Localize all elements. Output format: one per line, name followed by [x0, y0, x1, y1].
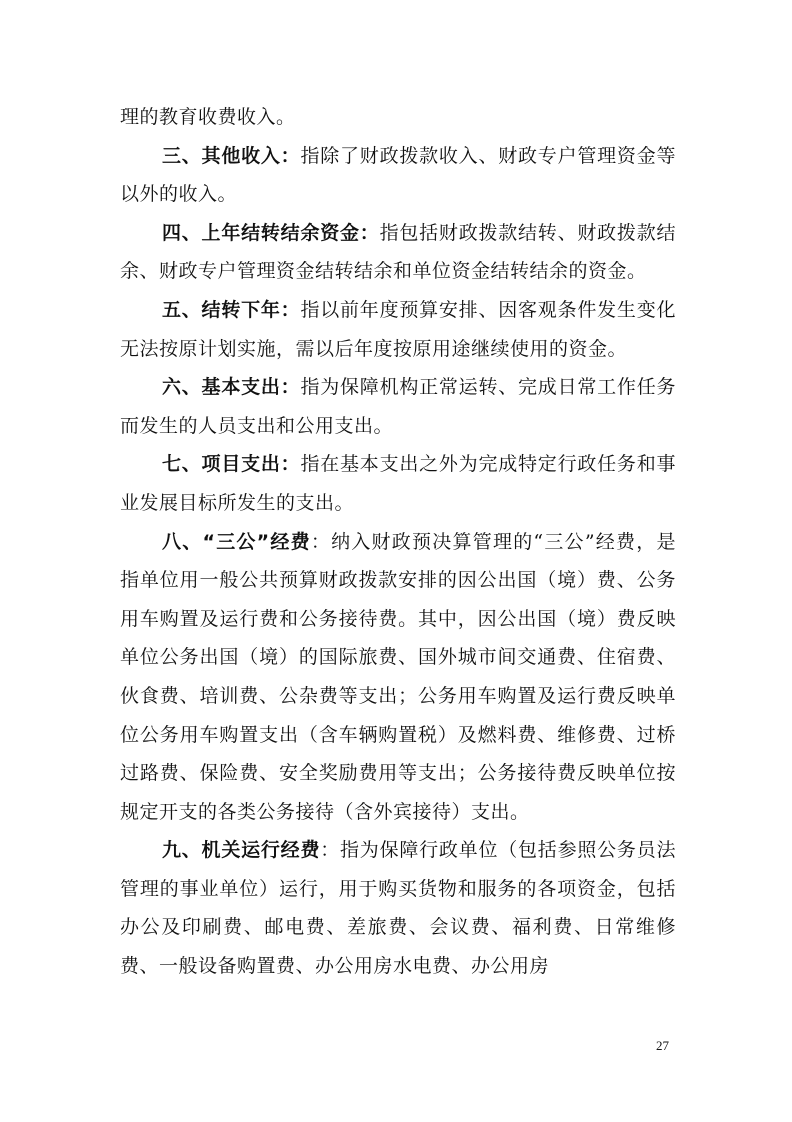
paragraph-text: 指在基本支出之外为完成特定行政任务和事业发展目标所发生的支出。 — [120, 453, 676, 514]
paragraph-heading: 五、结转下年： — [162, 298, 301, 321]
paragraph-agency-operating-expenses — [120, 831, 676, 985]
body-text — [120, 98, 676, 986]
paragraph-continuation — [120, 98, 676, 137]
paragraph-prior-year-balance — [120, 214, 676, 291]
page-number: 27 — [656, 1038, 669, 1053]
paragraph-heading: 四、上年结转结余资金： — [162, 221, 380, 244]
paragraph-text: 指除了财政拨款收入、财政专户管理资金等以外的收入。 — [120, 144, 676, 206]
paragraph-text: ：纳入财政预决算管理的“三公”经费，是指单位用一般公共预算财政拨款安排的因公出国（境）费、公务用车购置及运行费和公务接待费。其中，因公出国（境）费反映单位公务出国（境）的国际旅费、国外城市间交通费、住宿费、伙食费、培训费、公杂费等支出；公务用车购置及运行费反映单位公务用车购置支出（含车辆购置税）及燃料费、维修费、过桥过路费、保险费、安全奖励费用等支出；公务接待费反映单位按规定开支的各类公务接待（含外宾接待）支出。 — [120, 530, 676, 823]
paragraph-heading: 七、项目支出： — [162, 453, 301, 476]
paragraph-other-income — [120, 137, 676, 214]
paragraph-carry-forward — [120, 291, 676, 368]
paragraph-text: 指包括财政拨款结转、财政拨款结余、财政专户管理资金结转结余和单位资金结转结余的资金。 — [120, 221, 676, 283]
paragraph-basic-expenditure — [120, 368, 676, 445]
paragraph-text: 指以前年度预算安排、因客观条件发生变化无法按原计划实施，需以后年度按原用途继续使用的资金。 — [120, 298, 676, 360]
paragraph-text: ：指为保障行政单位（包括参照公务员法管理的事业单位）运行，用于购买货物和服务的各项资金，包括办公及印刷费、邮电费、差旅费、会议费、福利费、日常维修费、一般设备购置费、办公用房水电费、办公用房 — [120, 839, 676, 978]
paragraph-heading: 三、其他收入： — [162, 144, 301, 167]
paragraph-text: 指为保障机构正常运转、完成日常工作任务而发生的人员支出和公用支出。 — [120, 376, 676, 437]
paragraph-three-public-expenses — [120, 523, 676, 832]
paragraph-heading: 九、机关运行经费 — [162, 839, 321, 862]
paragraph-text: 理的教育收费收入。 — [120, 106, 296, 128]
paragraph-heading: 八、“三公”经费 — [162, 530, 311, 553]
paragraph-heading: 六、基本支出： — [162, 376, 301, 399]
paragraph-project-expenditure — [120, 445, 676, 522]
